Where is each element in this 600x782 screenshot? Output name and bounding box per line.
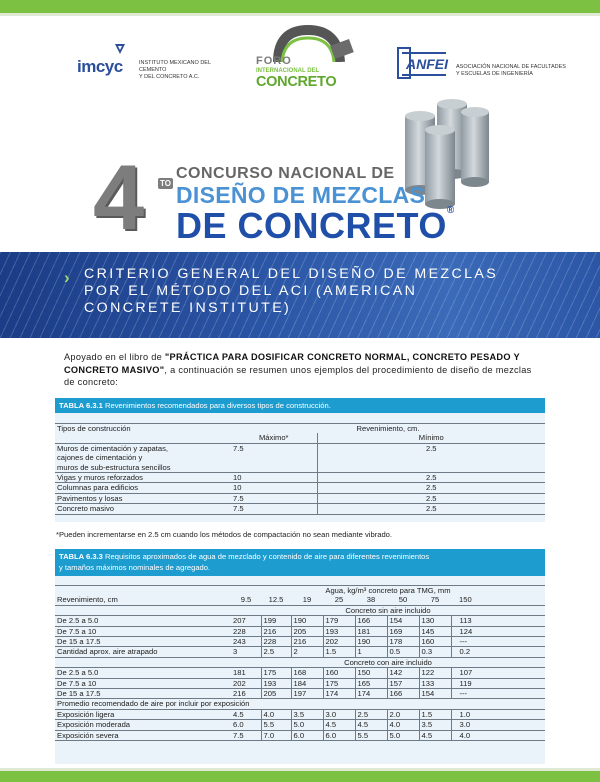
table-6-3-3: [55, 549, 545, 764]
section-banner: [0, 252, 600, 338]
foro-main-word: CONCRETO: [256, 74, 337, 90]
bottom-green-bar: [0, 768, 600, 782]
contest-title-line2: DISEÑO DE MEZCLAS: [176, 182, 426, 208]
table-row: De 15 a 17.5 243 228 216 202 190 178 160 ---: [55, 637, 545, 647]
foro-logo: [248, 22, 358, 92]
table-row: De 2.5 a 5.0 207 199 190 179 166 154 130 113: [55, 616, 545, 626]
table-row: Concreto masivo 7.5 2.5: [55, 504, 545, 514]
water-header: Agua, kg/m³ concreto para TMG, mm: [231, 586, 545, 596]
table-6-3-1-footnote: *Pueden incrementarse en 2.5 cm cuando los métodos de compactación no sean mediante vibrado.: [56, 530, 393, 539]
chevron-right-icon: ›: [64, 268, 70, 287]
table-row: De 7.5 a 10 228 216 205 193 181 169 145 124: [55, 626, 545, 636]
col-header-type: Tipos de construcción: [55, 424, 231, 434]
col-header-revenimiento: Revenimiento, cm.: [231, 424, 545, 434]
table-row: Cantidad aprox. aire atrapado 3 2.5 2 1.5 1 0.5 0.3 0.2: [55, 647, 545, 657]
col-header-min: Mínimo: [317, 433, 545, 443]
table-row: De 15 a 17.5 216 205 197 174 174 166 154 ---: [55, 689, 545, 699]
foro-subtitle: INTERNACIONAL DEL: [256, 68, 320, 74]
table-row: Pavimentos y losas 7.5 2.5: [55, 493, 545, 503]
section-title: CRITERIO GENERAL DEL DISEÑO DE MEZCLAS POR EL MÉTODO DEL ACI (AMERICAN CONCRETE INSTITUTE): [84, 266, 499, 316]
rev-label: Revenimiento, cm: [55, 595, 231, 605]
table-row: De 2.5 a 5.0 181 175 168 160 150 142 122 107: [55, 668, 545, 678]
table-6-3-1-caption: TABLA 6.3.1 Revenimientos recomendados para diversos tipos de construcción.: [55, 398, 545, 413]
table-row: Exposición moderada 6.0 5.5 5.0 4.5 4.5 4.0 3.5 3.0: [55, 720, 545, 730]
table-row: De 7.5 a 10 202 193 184 175 165 157 133 119: [55, 678, 545, 688]
contest-number: 4: [93, 147, 141, 249]
table-6-3-1: [55, 398, 545, 522]
registered-mark: ®: [446, 205, 455, 216]
anfei-description: ASOCIACIÓN NACIONAL DE FACULTADES Y ESCUELAS DE INGENIERÍA: [456, 64, 566, 77]
table-6-3-1-grid: [55, 423, 545, 515]
contest-title-line1: CONCURSO NACIONAL DE: [176, 165, 395, 182]
imcyc-badge-icon: [113, 42, 127, 56]
anfei-logo: [394, 46, 564, 80]
table-6-3-3-grid: Agua, kg/m³ concreto para TMG, mm Revenimiento, cm 9.5 12.5 19 25 38 50 75 150 Concreto sin aire incluido De 2.5 a 5.0 207 199 190 179 166 154 130 113 De 7.5 a 10 228 216 205 193 181 169 145 124 De 15 a 17.5 243 228 216 202 190 178 160 --- Cantidad aprox. aire atrapado 3 2.5 2 1.5 1 0.5 0.3 0.2 Concreto con aire incluido De 2.5 a 5.0 181 175 168 160 150 142 122 107 De 7.5 a 10 202 193 184 175 165 157 133 119 De 15 a 17.5 216 205 197 174 174 166 154 --- Promedio recomendado de aire por incluir por exposición Exposición ligera 4.5 4.0 3.5 3.0 2.5 2.0 1.5 1.0 Exposición moderada 6.0 5.5 5.0 4.5 4.5 4.0 3.5 3.0 Exposición severa 7.5 7.0 6.0 6.0 5.5 5.0 4.5 4.0: [55, 585, 545, 741]
table-6-3-3-caption: TABLA 6.3.3 Requisitos aproximados de agua de mezclado y contenido de aire para diferentes revenimientos y tamaños máximos nominales de agregado.: [55, 549, 545, 576]
imcyc-wordmark: imcyc: [77, 57, 123, 76]
top-green-bar: [0, 0, 600, 16]
table-row: Muros de cimentación y zapatas, cajones de cimentación y muros de sub-estructura sencillos 7.5 2.5: [55, 443, 545, 472]
promedio-header: Promedio recomendado de aire por incluir por exposición: [55, 699, 545, 709]
table-row: Vigas y muros reforzados 10 2.5: [55, 473, 545, 483]
foro-title: FORO: [256, 55, 292, 67]
section-air: Concreto con aire incluido: [231, 657, 545, 667]
col-header-max: Máximo*: [231, 433, 317, 443]
contest-ordinal: TO: [160, 179, 171, 188]
contest-title-line3: DE CONCRETO®: [176, 205, 455, 246]
imcyc-logo: [77, 42, 237, 82]
intro-paragraph: Apoyado en el libro de "PRÁCTICA PARA DOSIFICAR CONCRETO NORMAL, CONCRETO PESADO Y CONCRETO MASIVO", a continuación se resumen unos ejemplos del procedimiento de diseño de mezclas de concreto:: [64, 352, 532, 387]
anfei-wordmark: ANFEI: [406, 56, 448, 72]
table-row: Exposición ligera 4.5 4.0 3.5 3.0 2.5 2.0 1.5 1.0: [55, 709, 545, 719]
imcyc-description: INSTITUTO MEXICANO DEL CEMENTO Y DEL CONCRETO A.C.: [139, 60, 211, 80]
table-row: Exposición severa 7.5 7.0 6.0 6.0 5.5 5.0 4.5 4.0: [55, 730, 545, 740]
table-row: Columnas para edificios 10 2.5: [55, 483, 545, 493]
section-no-air: Concreto sin aire incluido: [231, 605, 545, 615]
